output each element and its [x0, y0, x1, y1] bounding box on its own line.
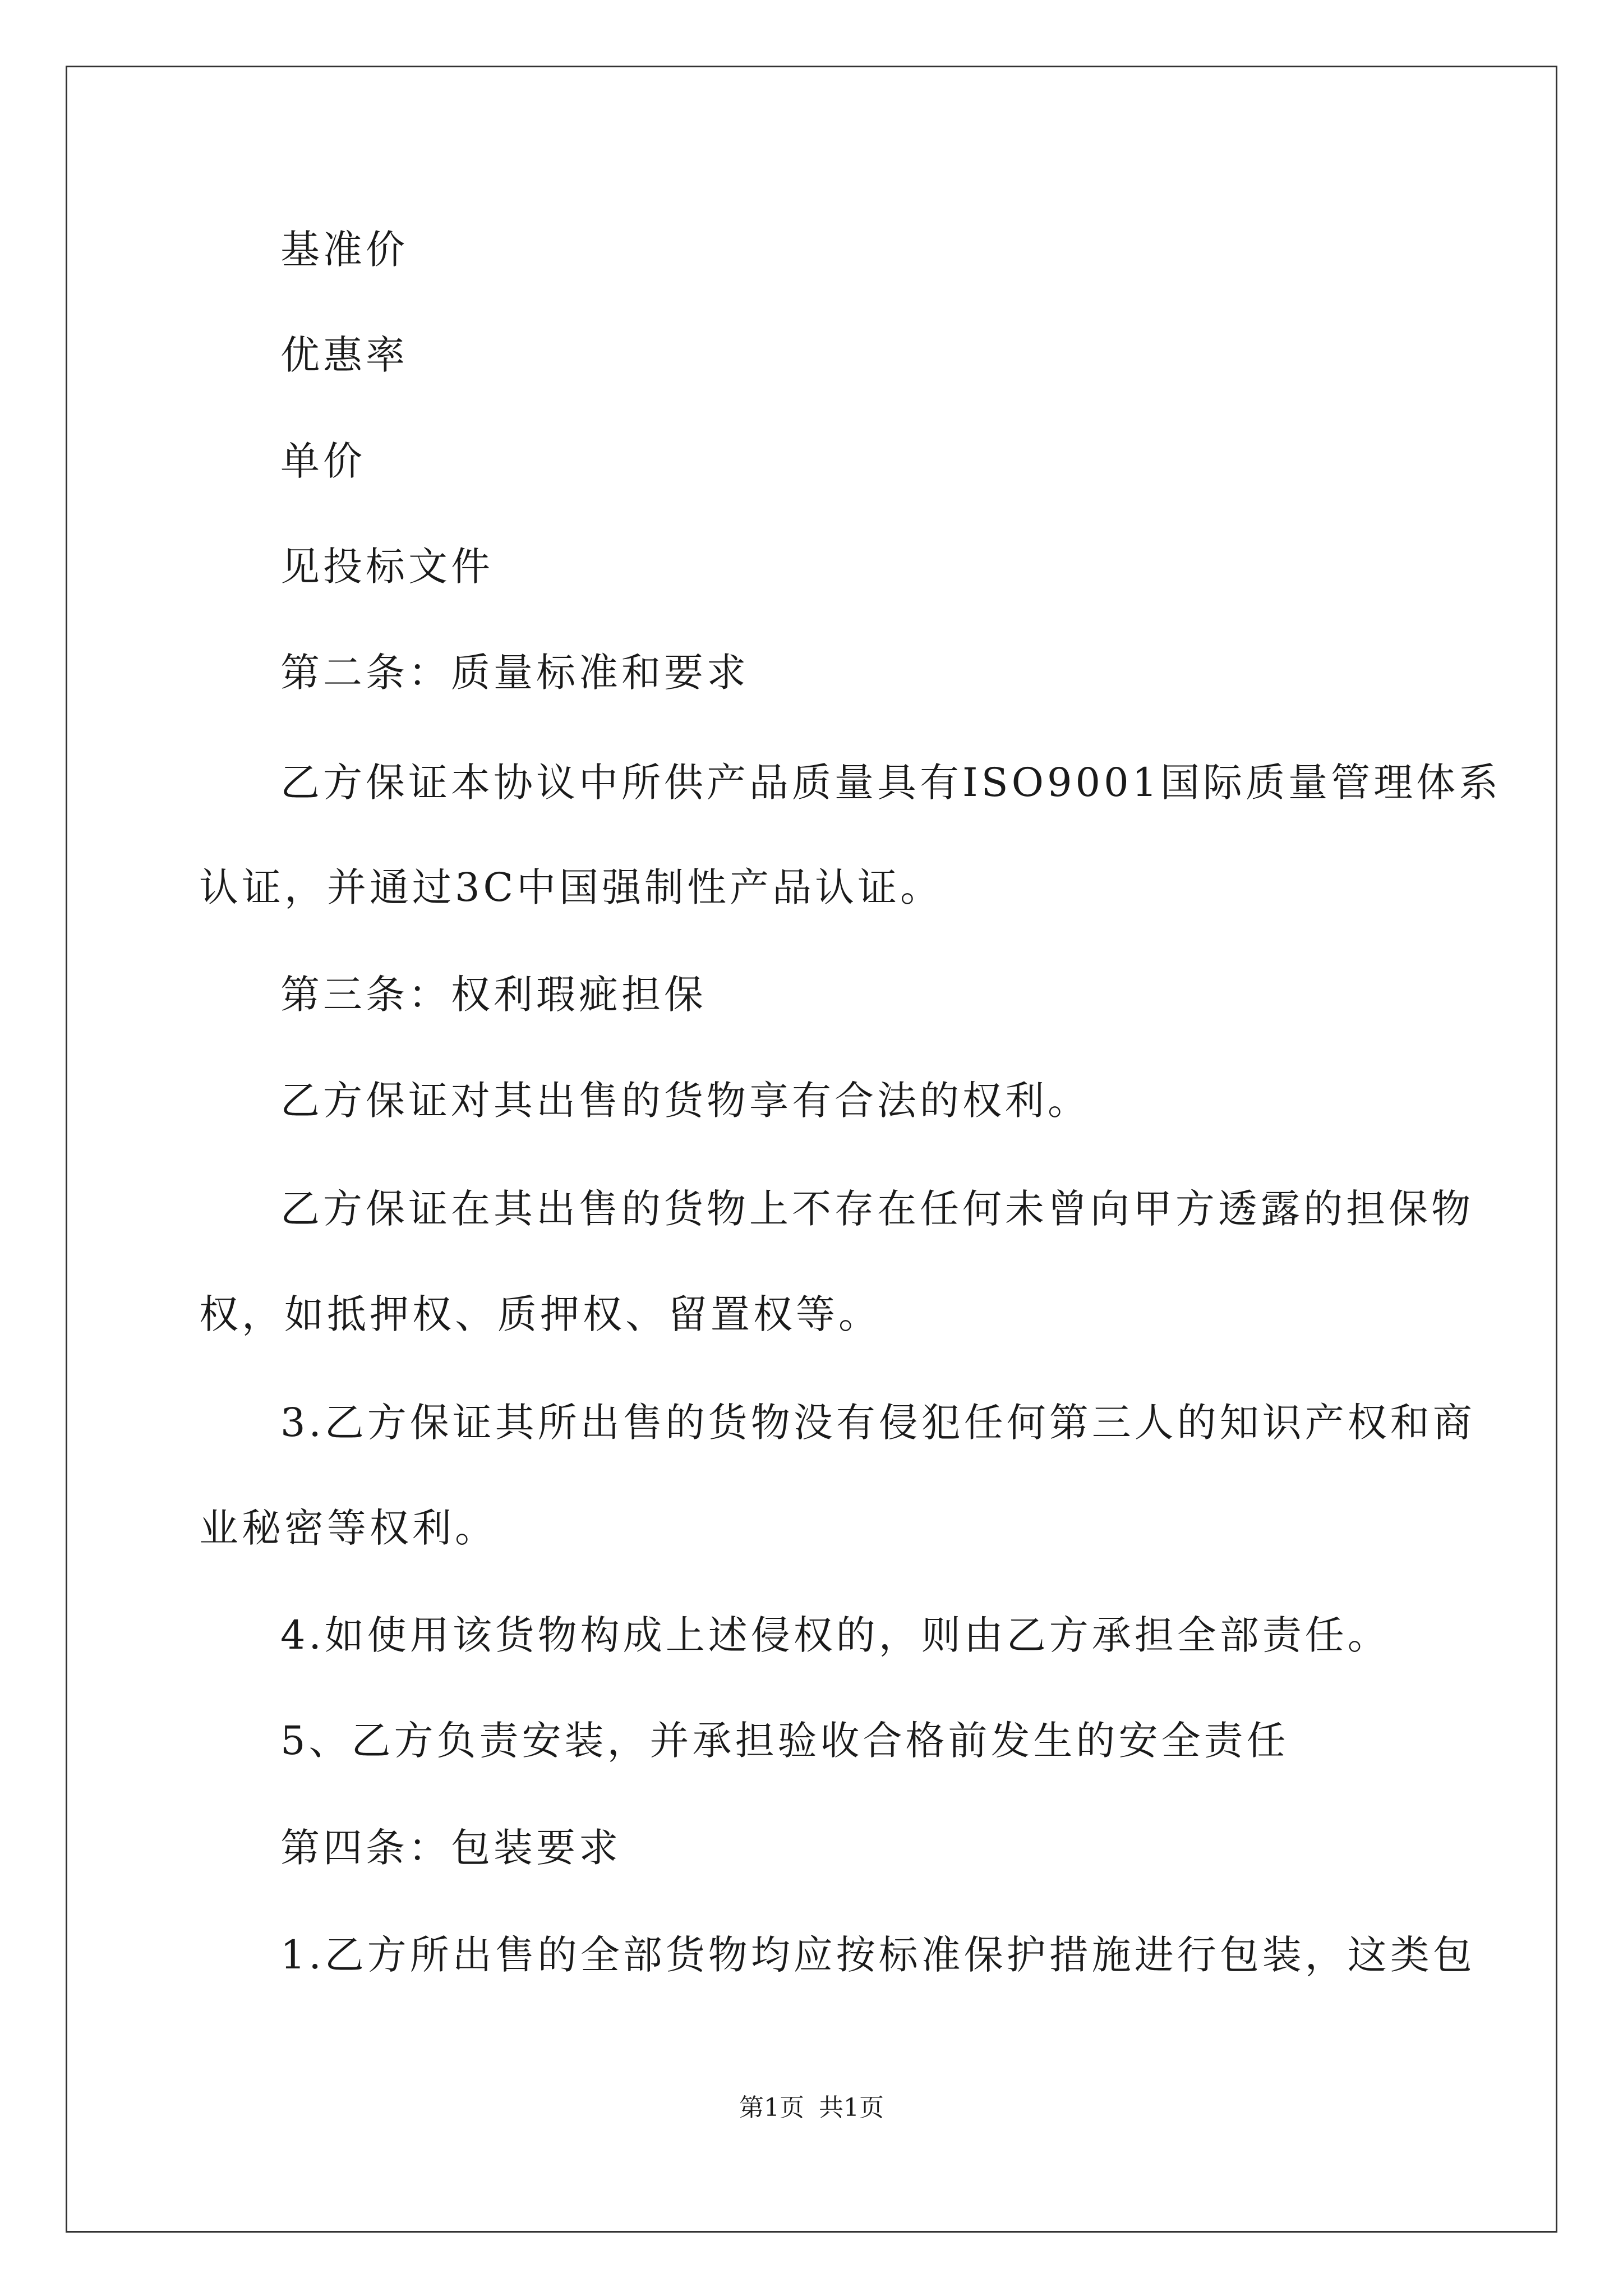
- article-3-clause-2-line-2: 权，如抵押权、质押权、留置权等。: [199, 1291, 881, 1337]
- text-line-see-bid-docs: 见投标文件: [280, 544, 494, 590]
- article-4-clause-1-line-1: 1.乙方所出售的全部货物均应按标准保护措施进行包装，这类包: [280, 1932, 1476, 1978]
- article-3-clause-1: 乙方保证对其出售的货物享有合法的权利。: [280, 1078, 1090, 1124]
- article-3-clause-4: 4.如使用该货物构成上述侵权的，则由乙方承担全部责任。: [280, 1612, 1390, 1658]
- article-3-heading: 第三条：权利瑕疵担保: [280, 972, 707, 1018]
- page-footer: [0, 2091, 1623, 2125]
- page-number-total: 共1页: [819, 2093, 884, 2122]
- article-2-heading: 第二条：质量标准和要求: [280, 650, 749, 696]
- article-4-heading: 第四条：包装要求: [280, 1825, 621, 1871]
- article-3-clause-3-line-2: 业秘密等权利。: [199, 1505, 497, 1551]
- article-3-clause-5: 5、乙方负责安装，并承担验收合格前发生的安全责任: [280, 1718, 1289, 1764]
- page-number-current: 第1页: [739, 2093, 804, 2122]
- article-3-clause-3-line-1: 3.乙方保证其所出售的货物没有侵犯任何第三人的知识产权和商: [280, 1400, 1476, 1446]
- article-2-para-line-1: 乙方保证本协议中所供产品质量具有ISO9001国际质量管理体系: [280, 760, 1502, 806]
- text-line-discount-rate: 优惠率: [280, 332, 408, 378]
- page-border: [66, 66, 1557, 2233]
- article-2-para-line-2: 认证，并通过3C中国强制性产品认证。: [199, 864, 943, 910]
- text-line-unit-price: 单价: [280, 438, 366, 484]
- article-3-clause-2-line-1: 乙方保证在其出售的货物上不存在任何未曾向甲方透露的担保物: [280, 1186, 1474, 1232]
- text-line-base-price: 基准价: [280, 227, 408, 273]
